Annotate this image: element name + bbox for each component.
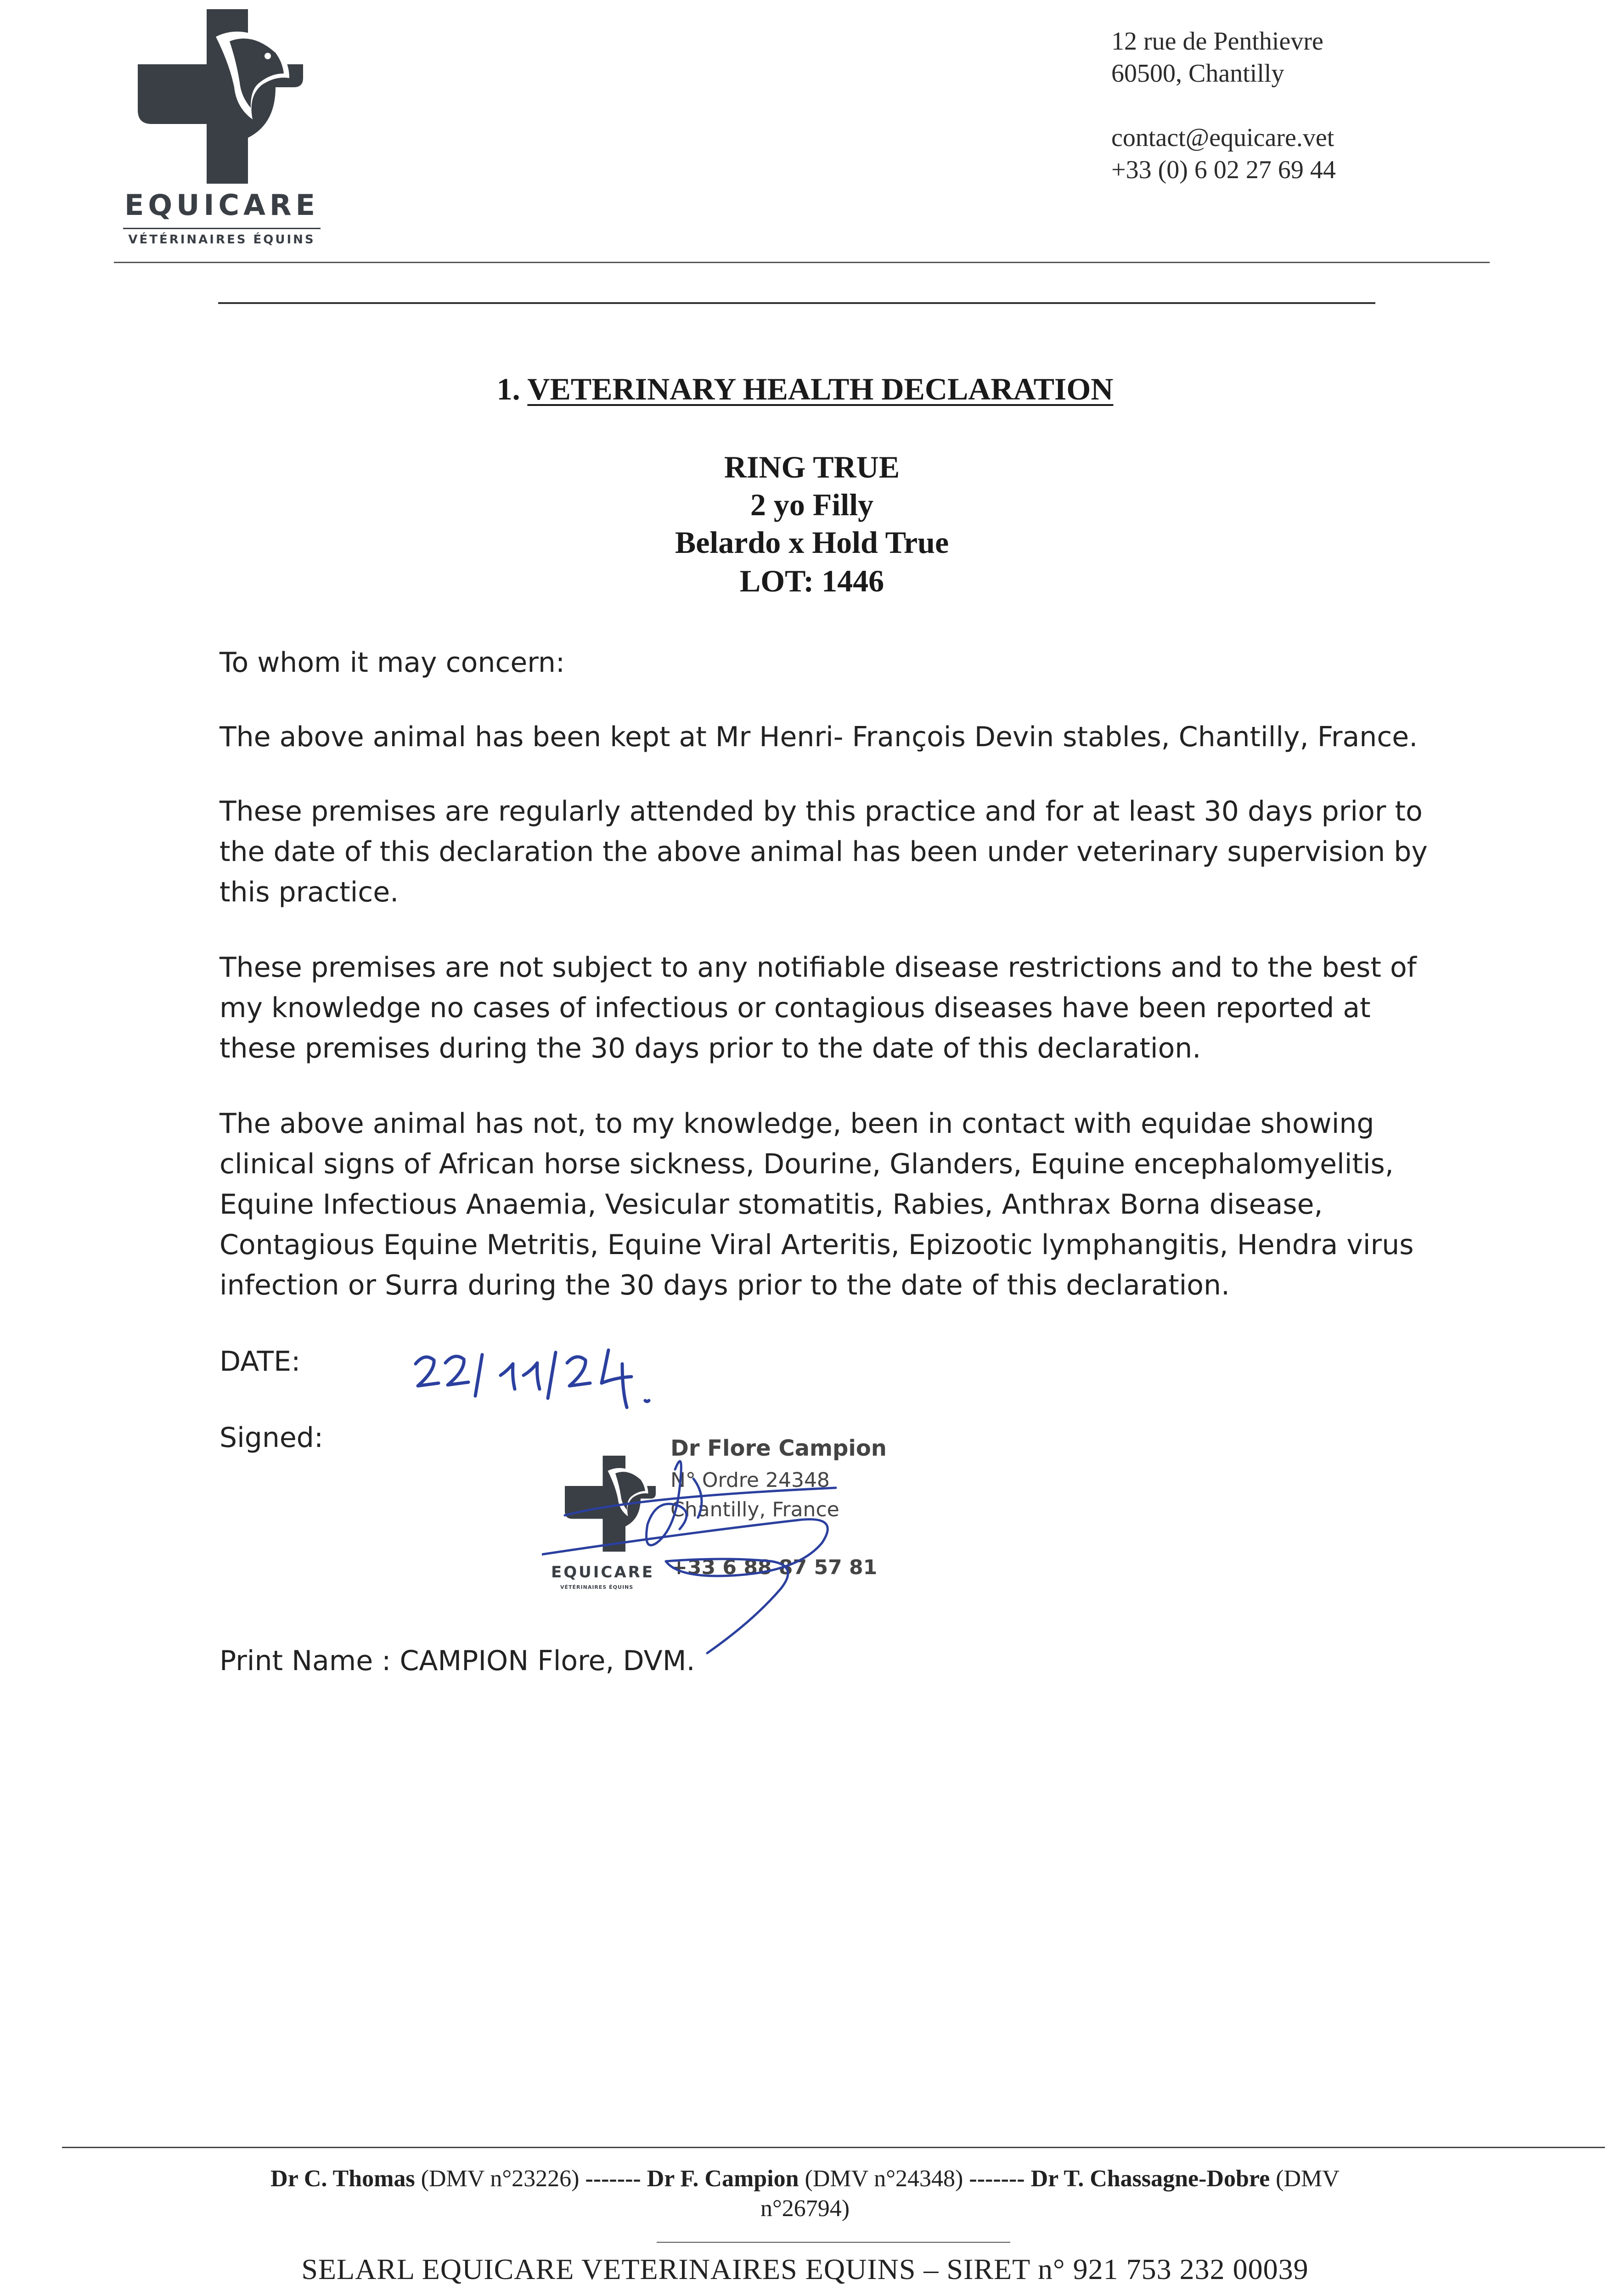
paragraph-4-line: infection or Surra during the 30 days prior to the date of this declaration. [220,1269,1230,1301]
horse-description: 2 yo Filly [750,487,874,522]
company-info: SELARL EQUICARE VETERINAIRES EQUINS – SIRET n° 921 753 232 00039 [301,2253,1309,2285]
stamp-brand: EQUICARE [551,1563,655,1581]
signed-label: Signed: [220,1422,324,1454]
address-line-1: 12 rue de Penthievre [1111,27,1323,56]
address-line-2: 60500, Chantilly [1111,59,1284,88]
stamp-ordre: N° Ordre 24348 [670,1469,830,1492]
footer-divider-short [657,2242,1010,2243]
doctor-2-name: Dr F. Campion [647,2166,799,2192]
paragraph-4-line: clinical signs of African horse sickness, Dourine, Glanders, Equine encephalomyelitis, [220,1148,1394,1180]
horse-lot: LOT: 1446 [739,563,884,598]
paragraph-2-line: the date of this declaration the above animal has been under veterinary supervision by [220,836,1428,868]
title-number: 1. [496,371,520,406]
separator: ------- [585,2166,641,2192]
stamp-logo-icon [565,1456,656,1552]
contact-phone: +33 (0) 6 02 27 69 44 [1111,156,1336,184]
doctor-1-name: Dr C. Thomas [270,2166,415,2192]
doctor-3-reg-start: (DMV [1276,2166,1340,2192]
print-name: Print Name : CAMPION Flore, DVM. [220,1645,695,1677]
paragraph-1: The above animal has been kept at Mr Henri- François Devin stables, Chantilly, France. [220,721,1418,753]
horse-name: RING TRUE [724,450,900,484]
header-divider [114,262,1490,263]
paragraph-3-line: These premises are not subject to any notifiable disease restrictions and to the best of [220,951,1417,984]
title-text: VETERINARY HEALTH DECLARATION [527,371,1114,406]
header-divider-secondary [218,302,1375,304]
paragraph-2-line: These premises are regularly attended by this practice and for at least 30 days prior to [220,795,1423,827]
separator: ------- [969,2166,1025,2192]
horse-pedigree: Belardo x Hold True [675,525,949,560]
paragraph-4-line: The above animal has not, to my knowledge, been in contact with equidae showing [220,1108,1374,1140]
veterinary-stamp [542,1437,941,1658]
brand-subtitle: VÉTÉRINAIRES ÉQUINS [123,228,321,247]
doctor-1-reg: (DMV n°23226) [421,2166,580,2192]
document-title [0,371,1610,407]
stamp-name: Dr Flore Campion [670,1437,887,1461]
footer-doctors [0,2165,1610,2192]
greeting: To whom it may concern: [220,647,565,679]
paragraph-3-line: my knowledge no cases of infectious or contagious diseases have been reported at [220,992,1371,1024]
footer-divider [62,2147,1605,2148]
doctor-3-name: Dr T. Chassagne-Dobre [1030,2166,1270,2192]
brand-name: EQUICARE [124,188,320,222]
paragraph-4-line: Contagious Equine Metritis, Equine Viral Arteritis, Epizootic lymphangitis, Hendra virus [220,1229,1414,1261]
handwritten-date [406,1332,728,1414]
contact-email: contact@equicare.vet [1111,124,1334,152]
footer-doctors-continued: n°26794) [760,2195,850,2222]
equicare-logo-icon [138,9,312,184]
date-label: DATE: [220,1345,301,1378]
paragraph-2-line: this practice. [220,876,399,908]
paragraph-4-line: Equine Infectious Anaemia, Vesicular stomatitis, Rabies, Anthrax Borna disease, [220,1188,1323,1221]
stamp-phone: +33 6 88 87 57 81 [670,1556,878,1579]
stamp-brand-sub: VÉTÉRINAIRES ÉQUINS [560,1584,634,1590]
doctor-2-reg: (DMV n°24348) [805,2166,963,2192]
stamp-location: Chantilly, France [670,1498,839,1521]
paragraph-3-line: these premises during the 30 days prior to the date of this declaration. [220,1032,1201,1064]
